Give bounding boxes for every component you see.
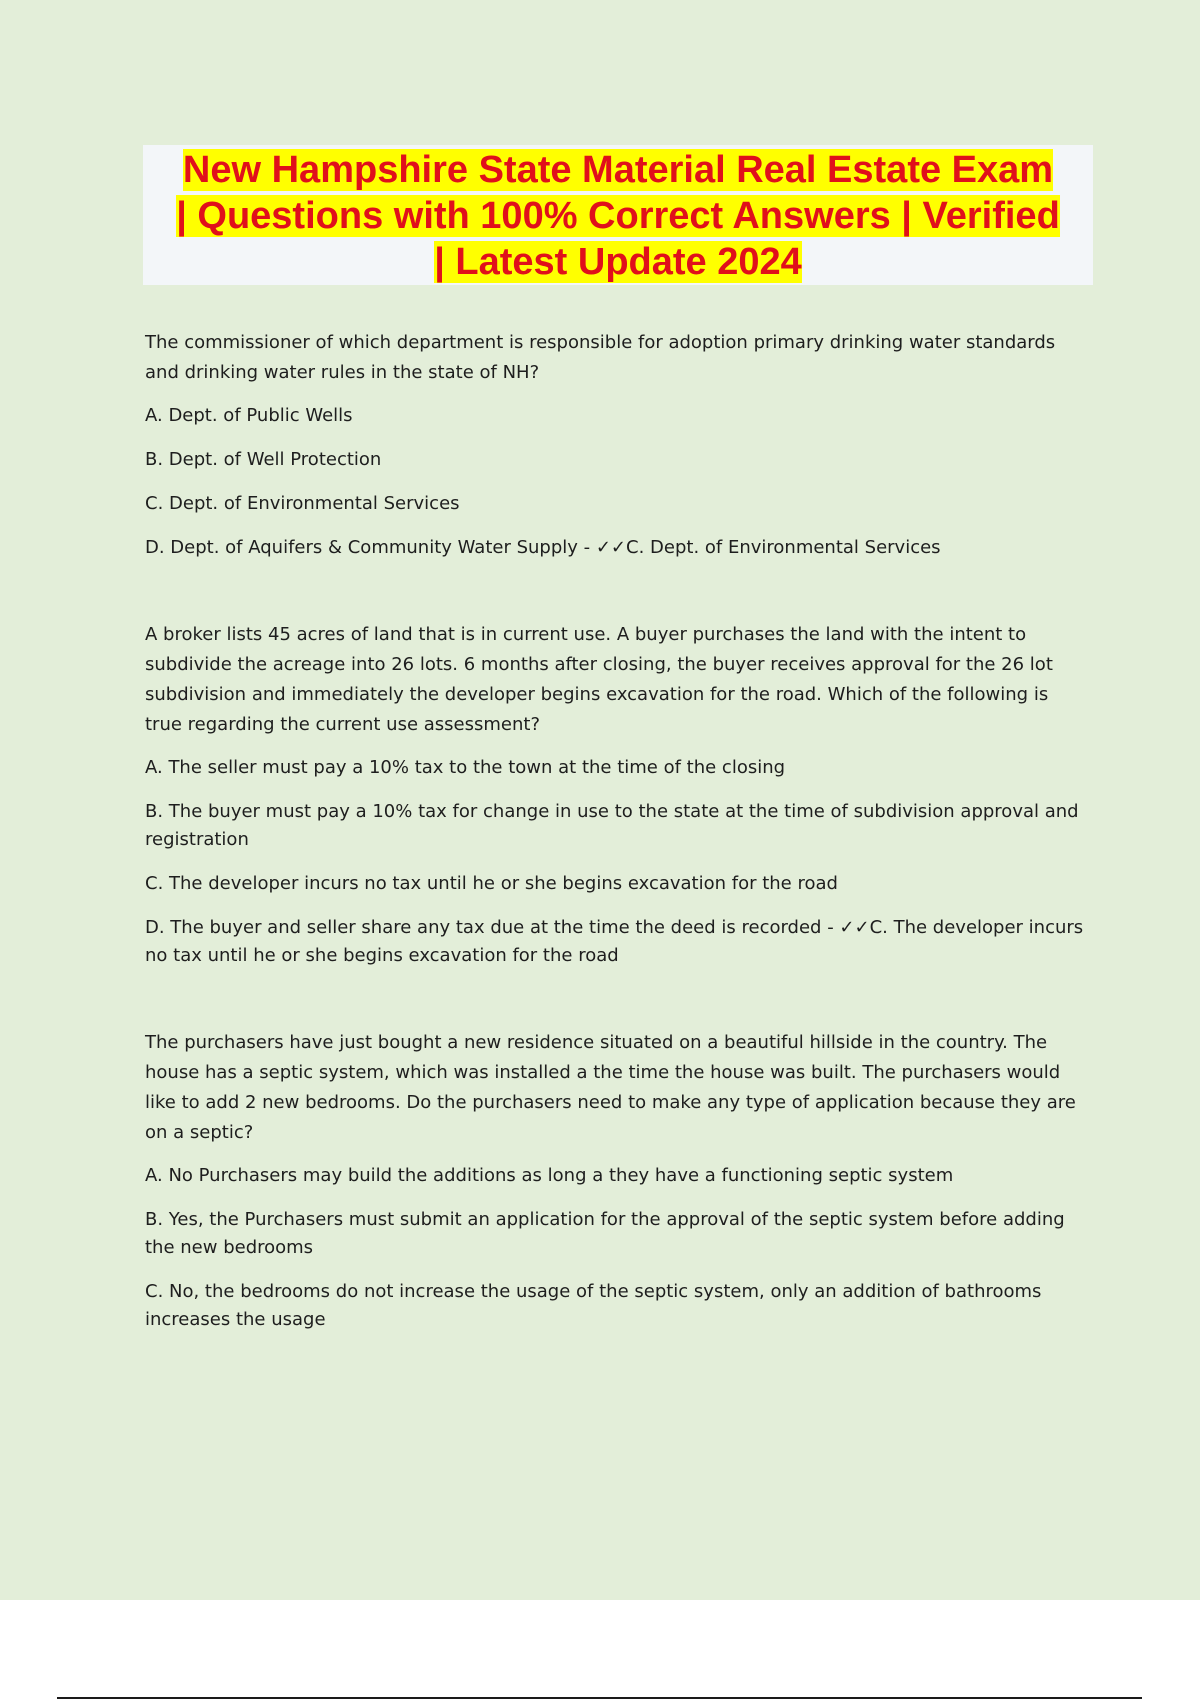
question-block xyxy=(145,328,1090,562)
title-line: | Latest Update 2024 xyxy=(434,241,802,283)
question-text: The commissioner of which department is responsible for adoption primary drinking water standards and drinking water rules in the state of NH? xyxy=(145,332,1056,383)
title-line: New Hampshire State Material Real Estate Exam xyxy=(182,149,1054,191)
title-line: | Questions with 100% Correct Answers | Verified xyxy=(176,195,1060,237)
question-block xyxy=(145,1028,1090,1334)
question-text: The purchasers have just bought a new residence situated on a beautiful hillside in the country. The house has a septic system, which was installed a the time the house was built. The purchasers would like to add 2 new bedrooms. Do the purchasers need to make any type of application because they are on a septic? xyxy=(145,1032,1076,1143)
answer-option: C. Dept. of Environmental Services xyxy=(145,493,460,514)
questions-list xyxy=(145,328,1090,1392)
answer-option: A. Dept. of Public Wells xyxy=(145,405,353,426)
question-text: A broker lists 45 acres of land that is in current use. A buyer purchases the land with the intent to subdivide the acreage into 26 lots. 6 months after closing, the buyer receives approval for the 26 lot subdivision and immediately the developer begins excavation for the road. Which of the following is true regarding the current use assessment? xyxy=(145,624,1053,735)
title-block xyxy=(143,145,1093,285)
answer-option: A. No Purchasers may build the additions as long a they have a functioning septic system xyxy=(145,1165,954,1186)
answer-option: B. Dept. of Well Protection xyxy=(145,449,382,470)
answer-option: B. The buyer must pay a 10% tax for change in use to the state at the time of subdivision approval and registration xyxy=(145,801,1079,850)
document-title xyxy=(143,145,1093,285)
answer-option: B. Yes, the Purchasers must submit an application for the approval of the septic system before adding the new bedrooms xyxy=(145,1209,1065,1258)
answer-option: A. The seller must pay a 10% tax to the town at the time of the closing xyxy=(145,757,786,778)
answer-option: C. No, the bedrooms do not increase the usage of the septic system, only an addition of bathrooms increases the usage xyxy=(145,1281,1042,1330)
answer-option: D. The buyer and seller share any tax due at the time the deed is recorded - ✓✓C. The developer incurs no tax until he or she begins excavation for the road xyxy=(145,917,1084,966)
question-block xyxy=(145,620,1090,970)
footer-divider xyxy=(57,1697,1142,1699)
answer-option: C. The developer incurs no tax until he or she begins excavation for the road xyxy=(145,873,838,894)
answer-option: D. Dept. of Aquifers & Community Water Supply - ✓✓C. Dept. of Environmental Services xyxy=(145,537,941,558)
